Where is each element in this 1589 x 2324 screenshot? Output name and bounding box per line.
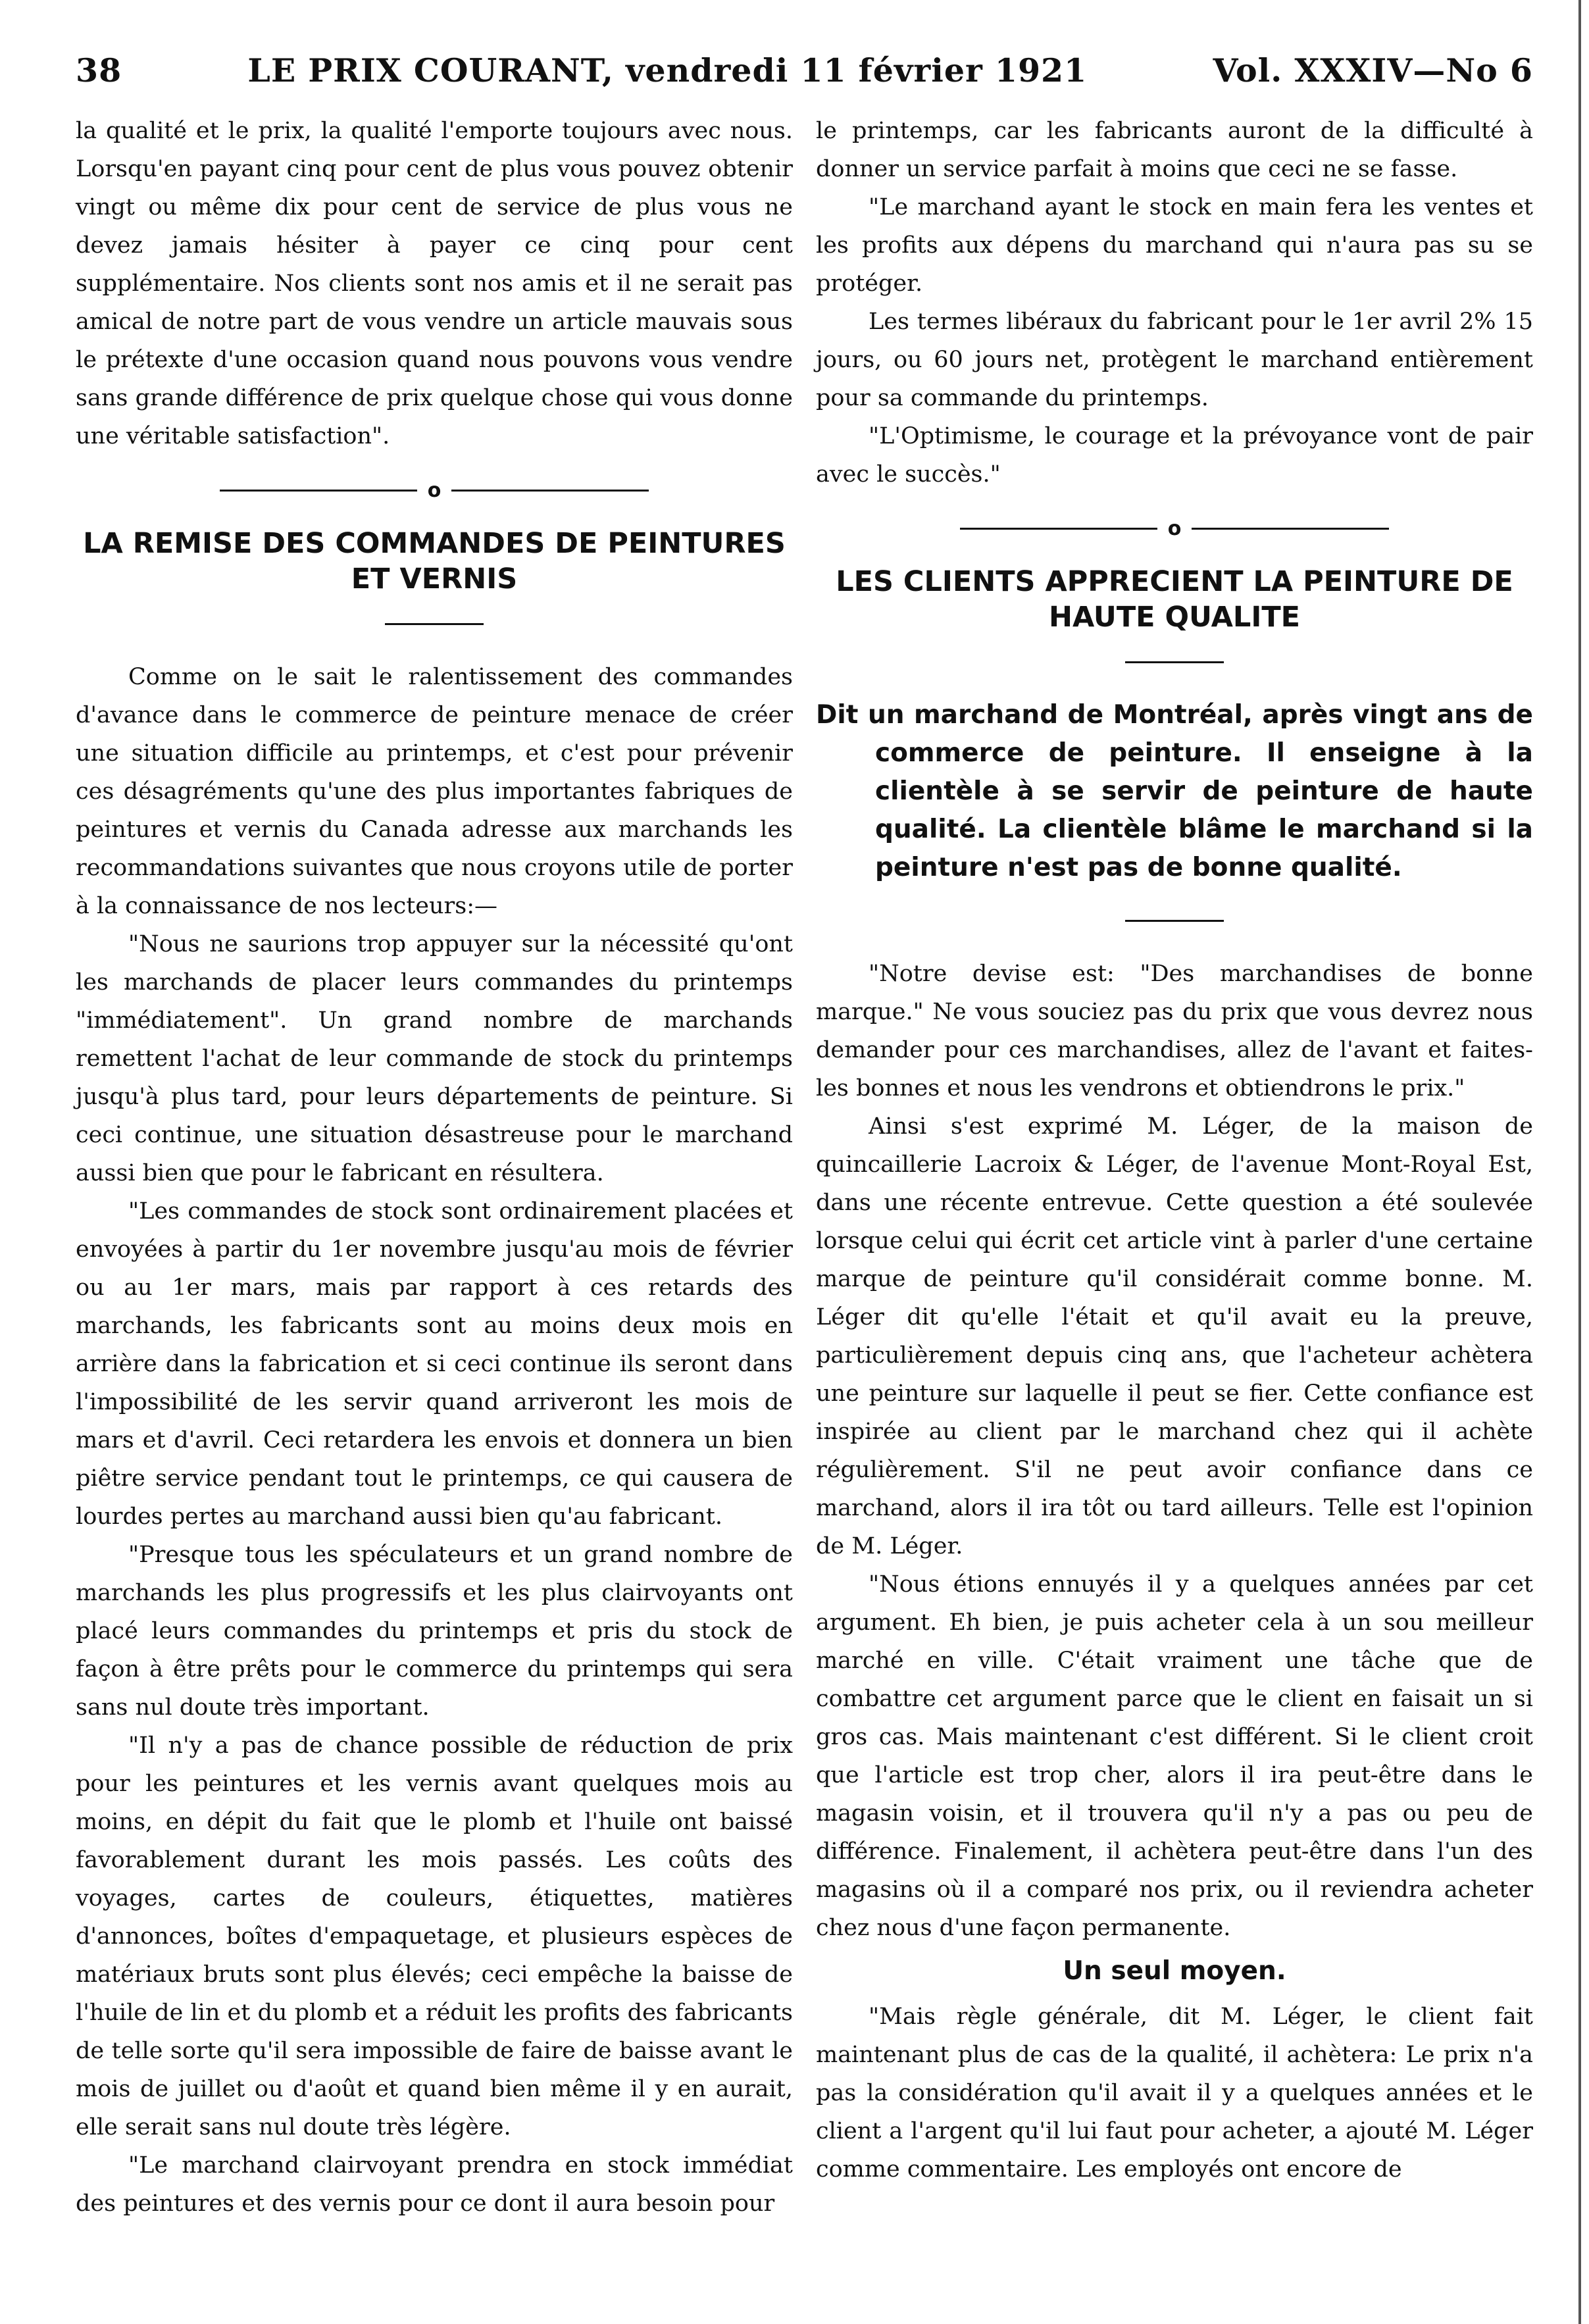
page-edge-line [1578,0,1581,2324]
article-title: LA REMISE DES COMMANDES DE PEINTURES ET VERNIS [83,527,786,595]
continued-paragraph: la qualité et le prix, la qualité l'emporte toujours avec nous. Lorsqu'en payant cinq pour cent de plus vous pouvez obtenir vingt ou même dix pour cent de service de plus vous ne devez jamais hésiter à payer ce cinq pour cent supplémentaire. Nos clients sont nos amis et il ne serait pas amical de notre part de vous vendre un article mauvais sous le prétexte d'une occasion quand nous pouvons vous vendre sans grande différence de prix quelque chose qui vous donne une véritable satisfaction". [76,118,793,449]
right-column [816,112,1533,2223]
section-separator [76,479,793,502]
article-paragraph: "Le marchand clairvoyant prendra en stock immédiat des peintures et des vernis pour ce dont il aura besoin pour [76,2152,793,2217]
article-title: LES CLIENTS APPRECIENT LA PEINTURE DE HAUTE QUALITE [836,565,1513,634]
article-paragraph: "Nous ne saurions trop appuyer sur la nécessité qu'ont les marchands de placer leurs commandes du printemps "immédiatement". Un grand nombre de marchands remettent l'achat de leur commande de stock du printemps jusqu'à plus tard, pour leurs départements de peinture. Si ceci continue, une situation désastreuse pour le marchand aussi bien que pour le fabricant en résultera. [76,931,793,1186]
subtitle-rule [1125,920,1224,922]
separator-line [220,490,417,492]
publication-title: LE PRIX COURANT, vendredi 11 février 1921 [247,51,1088,89]
article-paragraph: "Mais règle générale, dit M. Léger, le client fait maintenant plus de cas de la qualité, il achètera: Le prix n'a pas la considération qu'il avait il y a quelques années et le client a l'argent qu'il lui faut pour acheter, a ajouté M. Léger comme commentaire. Les employés ont encore de [816,2004,1533,2183]
running-header [76,41,1533,100]
left-column [76,112,793,2223]
continued-paragraph: le printemps, car les fabricants auront de la difficulté à donner un service parfait à moins que ceci ne se fasse. [816,118,1533,182]
article-paragraph: "Il n'y a pas de chance possible de réduction de prix pour les peintures et les vernis avant quelques mois au moins, en dépit du fait que le plomb et l'huile ont baissé favorablement durant les mois passés. Les coûts des voyages, cartes de couleurs, étiquettes, matières d'annonces, boîtes d'empaquetage, et plusieurs espèces de matériaux bruts sont plus élevés; ceci empêche la baisse de l'huile de lin et du plomb et a réduit les profits des fabricants de telle sorte qu'il sera impossible de faire de baisse avant le mois de juillet ou d'août et quand bien même il y en aurait, elle serait sans nul doute très légère. [76,1732,793,2140]
article-paragraph: "Notre devise est: "Des marchandises de bonne marque." Ne vous souciez pas du prix que vous devrez nous demander pour ces marchandises, allez de l'avant et faites-les bonnes et nous les vendrons et obtiendrons le prix." [816,961,1533,1101]
article-paragraph: Ainsi s'est exprimé M. Léger, de la maison de quincaillerie Lacroix & Léger, de l'avenue Mont-Royal Est, dans une récente entrevue. Cette question a été soulevée lorsque celui qui écrit cet article vint à parler d'une certaine marque de peinture qu'il considérait comme bonne. M. Léger dit qu'elle l'était et qu'il avait eu la preuve, particulièrement depuis cinq ans, que l'acheteur achètera une peinture sur laquelle il peut se fier. Cette confiance est inspirée au client par le marchand chez qui il achète régulièrement. S'il ne peut avoir confiance dans ce marchand, alors il ira tôt ou tard ailleurs. Telle est l'opinion de M. Léger. [816,1113,1533,1559]
separator-glyph: o [1167,517,1182,540]
separator-line [451,490,649,492]
article-paragraph: "Les commandes de stock sont ordinairement placées et envoyées à partir du 1er novembre jusqu'au mois de février ou au 1er mars, mais par rapport à ces retards des marchands, les fabricants sont au moins deux mois en arrière dans la fabrication et si ceci continue ils seront dans l'impossibilité de les servir quand arriveront les mois de mars et d'avril. Ceci retardera les envois et donnera un bien piêtre service pendant tout le printemps, ce qui causera de lourdes pertes au marchand aussi bien qu'au fabricant. [76,1198,793,1530]
section-heading: Un seul moyen. [1063,1956,1286,1986]
two-column-body [76,112,1533,2223]
article-paragraph: "Le marchand ayant le stock en main fera les ventes et les profits aux dépens du marchand qui n'aura pas su se protéger. [816,194,1533,297]
article-paragraph: Comme on le sait le ralentissement des commandes d'avance dans le commerce de peinture menace de créer une situation difficile au printemps, et c'est pour prévenir ces désagréments qu'une des plus importantes fabriques de peintures et vernis du Canada adresse aux marchands les recommandations suivantes que nous croyons utile de porter à la connaissance de nos lecteurs:— [76,664,793,919]
separator-glyph: o [427,479,441,502]
separator-line [960,528,1157,530]
page-number: 38 [76,51,122,89]
title-rule [385,623,484,625]
article-paragraph: "Presque tous les spéculateurs et un grand nombre de marchands les plus progressifs et les plus clairvoyants ont placé leurs commandes du printemps et pris du stock de façon à être prêts pour le commerce du printemps qui sera sans nul doute très important. [76,1542,793,1721]
article-subtitle: Dit un marchand de Montréal, après vingt ans de commerce de peinture. Il enseigne à la clientèle à se servir de peinture de haute qualité. La clientèle blâme le marchand si la peinture n'est pas de bonne qualité. [816,700,1533,882]
article-paragraph: Les termes libéraux du fabricant pour le 1er avril 2% 15 jours, ou 60 jours net, protègent le marchand entièrement pour sa commande du printemps. [816,309,1533,411]
section-separator [816,517,1533,540]
article-paragraph: "L'Optimisme, le courage et la prévoyance vont de pair avec le succès." [816,423,1533,488]
article-paragraph: "Nous étions ennuyés il y a quelques années par cet argument. Eh bien, je puis acheter cela à un sou meilleur marché en ville. C'était vraiment une tâche que de combattre cet argument parce que le client en faisait un si gros cas. Mais maintenant c'est différent. Si le client croit que l'article est trop cher, alors il ira peut-être dans le magasin voisin, et il trouvera qu'il n'y a pas ou peu de différence. Finalement, il achètera peut-être dans l'un des magasins où il a comparé nos prix, ou il reviendra acheter chez nous d'une façon permanente. [816,1571,1533,1941]
title-rule [1125,661,1224,663]
volume-number: Vol. XXXIV—No 6 [1213,51,1533,89]
separator-line [1192,528,1389,530]
